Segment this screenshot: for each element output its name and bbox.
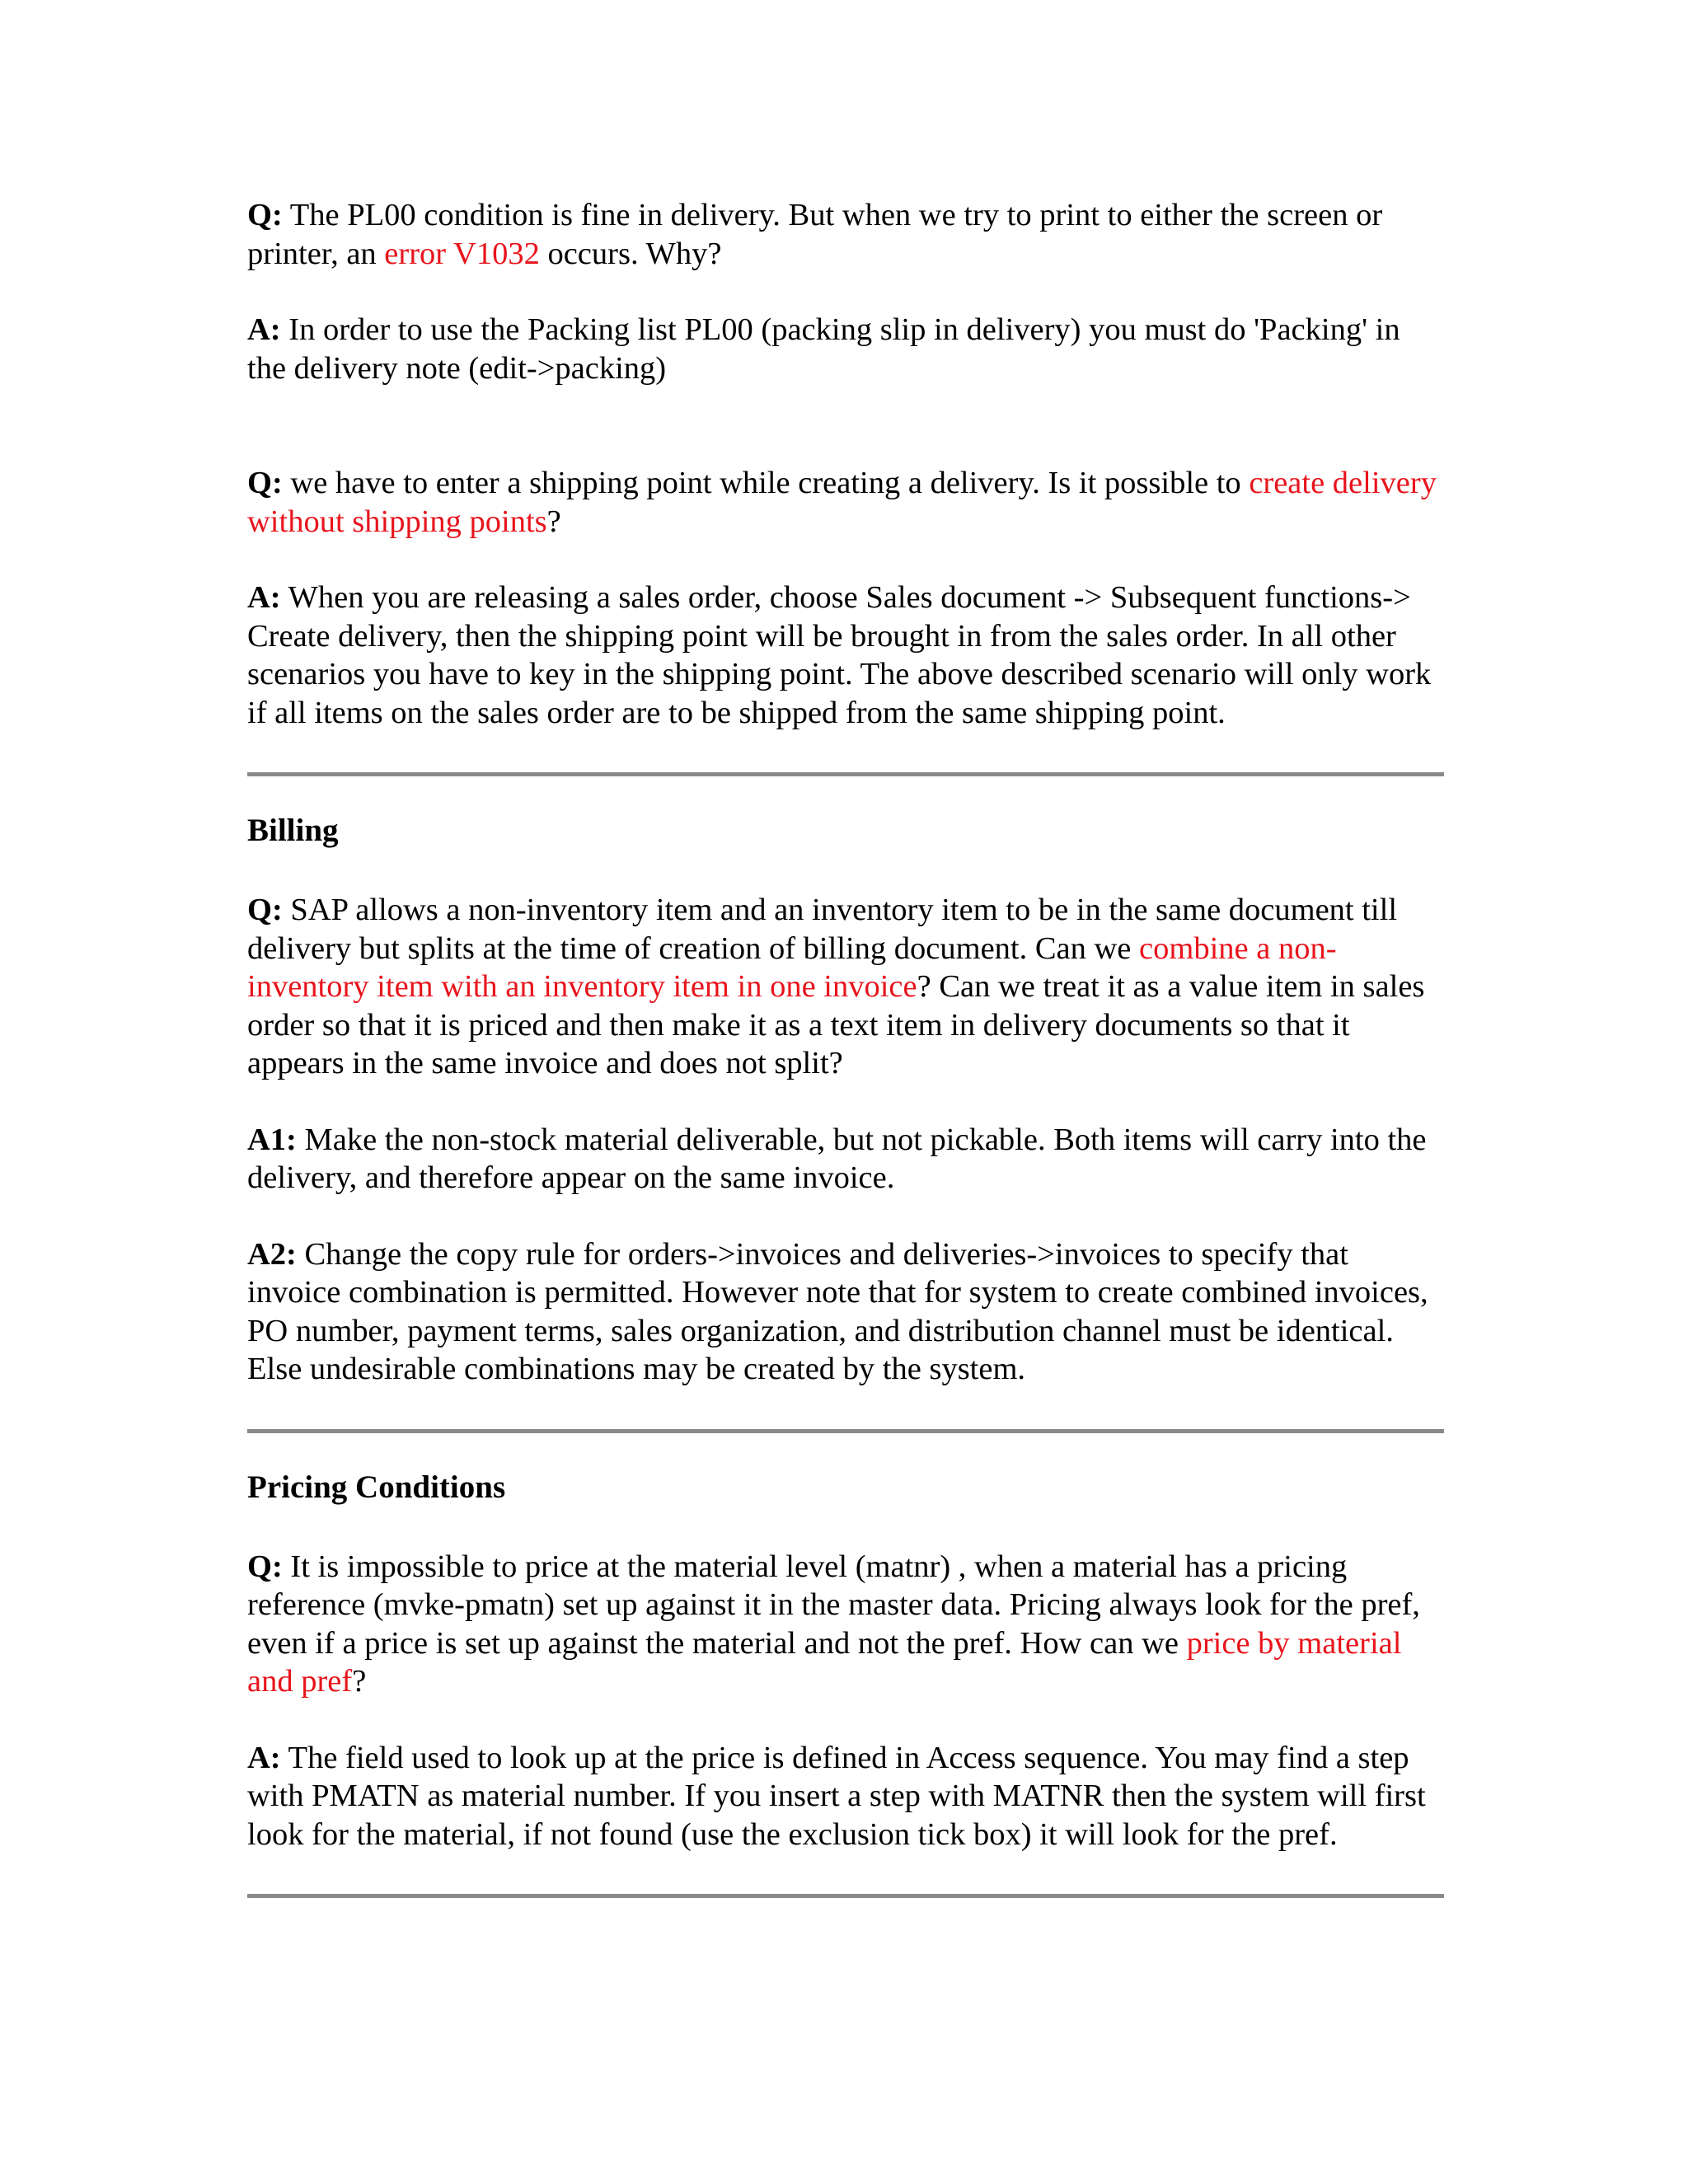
answer-label: A1:	[247, 1122, 297, 1157]
answer-label: A:	[247, 312, 281, 347]
spacer	[247, 541, 1442, 579]
question-text: It is impossible to price at the material level (matnr) , when a material has a pricing reference (mvke-pmatn) set up against it in the master data. Pricing always look for the pref, even if a price is set up against the material and not the pref. How can we	[247, 1549, 1420, 1661]
spacer	[247, 1083, 1442, 1121]
billing-answer-1	[247, 1121, 1442, 1197]
question-label: Q:	[247, 198, 283, 232]
spacer	[247, 1433, 1442, 1469]
pricing-question	[247, 1548, 1442, 1701]
answer-text: The field used to look up at the price is defined in Access sequence. You may find a step with PMATN as material number. If you insert a step with MATNR then the system will first look for the material, if not found (use the exclusion tick box) it will look for the pref.	[247, 1740, 1426, 1852]
question-text-end: ? Can we treat it as a value item in sales order so that it is priced and then make it as a text item in delivery documents so that it appears in the same invoice and does not split?	[247, 969, 1425, 1080]
spacer	[247, 732, 1442, 772]
highlighted-text: combine a non-inventory item with an inventory item in one invoice	[247, 930, 1337, 1004]
answer-label: A:	[247, 580, 281, 615]
spacer	[247, 1507, 1442, 1548]
highlighted-text: price by material and pref	[247, 1625, 1402, 1699]
spacer	[247, 850, 1442, 891]
highlighted-text: error V1032	[384, 236, 540, 271]
highlighted-text: create delivery without shipping points	[247, 466, 1437, 539]
billing-answer-2	[247, 1235, 1442, 1389]
question-text-end: ?	[546, 504, 561, 539]
question-text: The PL00 condition is fine in delivery. But when we try to print to either the screen or printer, an	[247, 198, 1383, 271]
question-text-end: ?	[352, 1664, 367, 1699]
question-label: Q:	[247, 466, 283, 500]
section-heading-pricing: Pricing Conditions	[247, 1469, 506, 1505]
spacer	[247, 1854, 1442, 1894]
question-1	[247, 196, 1442, 273]
answer-label: A:	[247, 1740, 281, 1775]
section-divider	[247, 1894, 1444, 1898]
question-text-end: occurs. Why?	[539, 236, 722, 271]
answer-text: Make the non-stock material deliverable, but not pickable. Both items will carry into the delivery, and therefore appear on the same invoice.	[247, 1122, 1427, 1195]
billing-question	[247, 891, 1442, 1083]
question-2	[247, 464, 1442, 541]
spacer	[247, 1701, 1442, 1739]
question-label: Q:	[247, 1549, 283, 1584]
section-heading-billing: Billing	[247, 813, 339, 848]
answer-text: Change the copy rule for orders->invoices and deliveries->invoices to specify that invoice combination is permitted. However note that for system to create combined invoices, PO number, payment terms, sales organization, and distribution channel must be identical. Else undesirable combinations may be created by the system.	[247, 1236, 1428, 1386]
question-label: Q:	[247, 893, 283, 927]
answer-2	[247, 579, 1442, 732]
document-page	[247, 196, 1442, 1898]
spacer	[247, 1197, 1442, 1235]
spacer	[247, 1389, 1442, 1429]
answer-text: When you are releasing a sales order, choose Sales document -> Subsequent functions-> Create delivery, then the shipping point will be brought in from the sales order. In all other scenarios you have to key in the shipping point. The above described scenario will only work if all items on the sales order are to be shipped from the same shipping point.	[247, 580, 1432, 730]
answer-label: A2:	[247, 1236, 297, 1272]
question-text: SAP allows a non-inventory item and an inventory item to be in the same document till delivery but splits at the time of creation of billing document. Can we	[247, 893, 1398, 966]
answer-text: In order to use the Packing list PL00 (packing slip in delivery) you must do 'Packing' in the delivery note (edit->packing)	[247, 312, 1400, 386]
spacer	[247, 387, 1442, 464]
answer-1	[247, 311, 1442, 387]
pricing-answer	[247, 1739, 1442, 1854]
spacer	[247, 776, 1442, 812]
question-text: we have to enter a shipping point while creating a delivery. Is it possible to	[282, 466, 1250, 500]
spacer	[247, 273, 1442, 311]
